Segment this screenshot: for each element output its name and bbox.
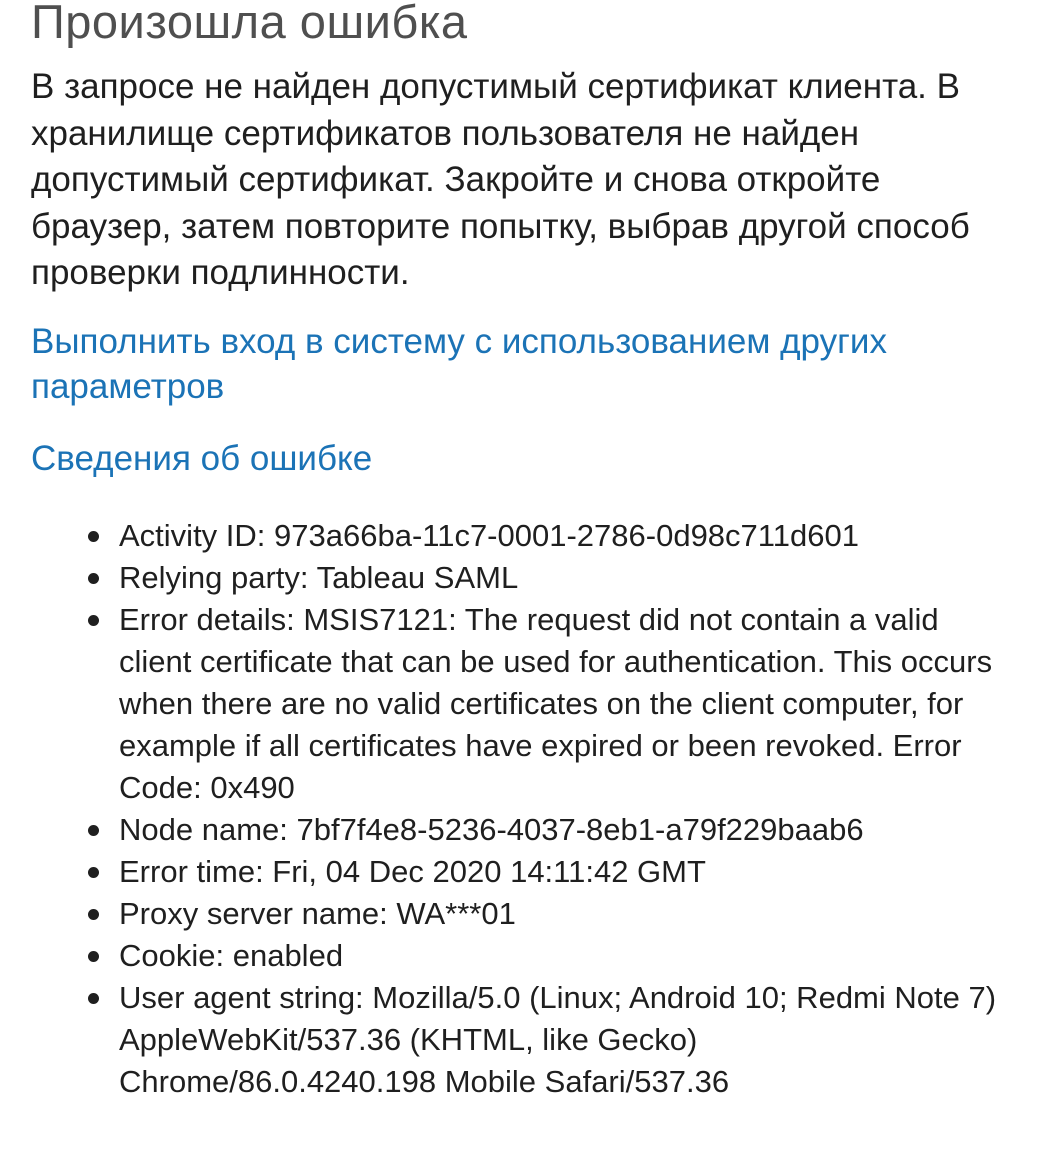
detail-proxy-server-name: Proxy server name: WA***01 <box>119 893 1009 935</box>
detail-relying-party: Relying party: Tableau SAML <box>119 557 1009 599</box>
sign-in-other-options-link[interactable]: Выполнить вход в систему с использованием других параметров <box>31 321 887 406</box>
detail-activity-id: Activity ID: 973a66ba-11c7-0001-2786-0d98c711d601 <box>119 515 1009 557</box>
error-message: В запросе не найден допустимый сертификат клиента. В хранилище сертификатов пользователя не найден допустимый сертификат. Закройте и снова откройте браузер, затем повторите попытку, выбрав другой способ проверки подлинности. <box>31 67 970 292</box>
page-title: Произошла ошибка <box>31 0 468 48</box>
detail-error-details: Error details: MSIS7121: The request did not contain a valid client certificate that can be used for authentication. This occurs when there are no valid certificates on the client computer, for example if all certificates have expired or been revoked. Error Code: 0x490 <box>119 599 1009 809</box>
detail-cookie: Cookie: enabled <box>119 935 1009 977</box>
error-details-list <box>31 515 1021 1103</box>
error-page <box>31 0 1021 1103</box>
detail-node-name: Node name: 7bf7f4e8-5236-4037-8eb1-a79f229baab6 <box>119 809 1009 851</box>
detail-error-time: Error time: Fri, 04 Dec 2020 14:11:42 GMT <box>119 851 1009 893</box>
detail-user-agent: User agent string: Mozilla/5.0 (Linux; Android 10; Redmi Note 7) AppleWebKit/537.36 (KHTML, like Gecko) Chrome/86.0.4240.198 Mobile Safari/537.36 <box>119 977 1009 1103</box>
error-details-link[interactable]: Сведения об ошибке <box>31 438 373 478</box>
